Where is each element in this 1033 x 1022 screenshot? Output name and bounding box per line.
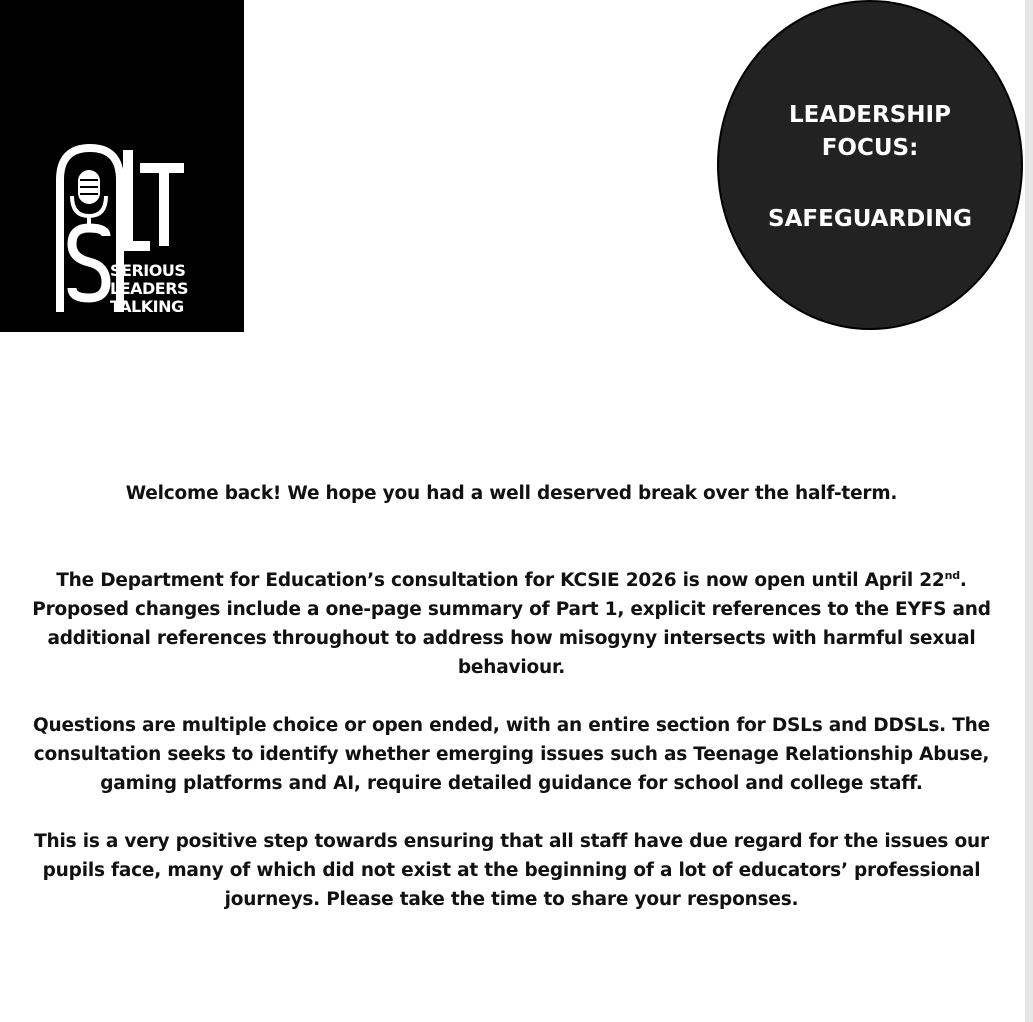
focus-title-line1: LEADERSHIP xyxy=(789,102,951,128)
newsletter-body xyxy=(20,479,1003,943)
slt-logo-graphic xyxy=(0,0,244,332)
ordinal-suffix: nd xyxy=(944,569,960,582)
kcsie-paragraph-start: The Department for Education’s consultation for KCSIE 2026 is now open until April 22 xyxy=(56,570,945,591)
logo-word-talking: TALKING xyxy=(110,297,184,316)
logo-letter-s xyxy=(72,228,106,298)
questions-paragraph: Questions are multiple choice or open ended, with an entire section for DSLs and DDSLs. The consultation seeks to identify whether emerging issues such as Teenage Relationship Abuse, gaming platforms and AI, require detailed guidance for school and college staff. xyxy=(33,715,990,794)
welcome-message: Welcome back! We hope you had a well deserved break over the half-term. xyxy=(125,483,898,504)
focus-topic: SAFEGUARDING xyxy=(768,206,972,232)
positive-step-paragraph: This is a very positive step towards ensuring that all staff have due regard for the issues our pupils face, many of which did not exist at the beginning of a lot of educators’ professional journeys. Please take the time to share your responses. xyxy=(34,831,989,910)
logo-word-serious: SERIOUS xyxy=(110,261,186,280)
logo-letter-t xyxy=(140,168,184,246)
leadership-focus-badge xyxy=(717,0,1023,330)
page-edge-strip xyxy=(1025,0,1033,1022)
kcsie-consultation-paragraph xyxy=(20,566,1003,682)
focus-title-line2: FOCUS: xyxy=(821,135,919,161)
kcsie-paragraph-end: . Proposed changes include a one-page summary of Part 1, explicit references to the EYFS and additional references throughout to address how misogyny intersects with harmful sexual behaviour. xyxy=(32,570,991,678)
slt-logo xyxy=(0,0,244,332)
logo-word-leaders: LEADERS xyxy=(110,279,189,298)
